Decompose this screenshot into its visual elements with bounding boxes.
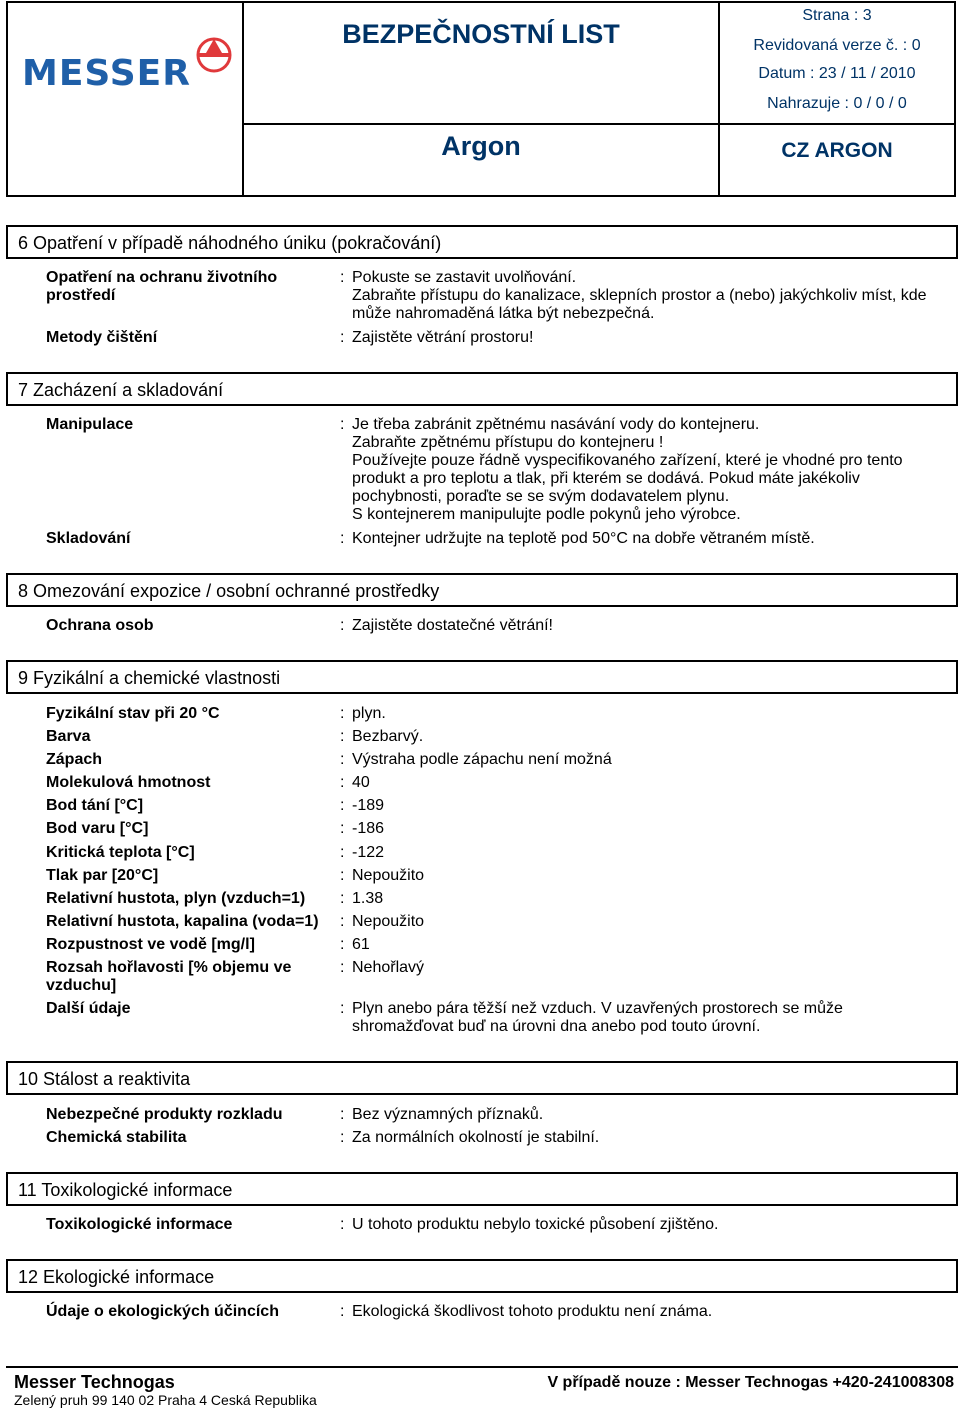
row-colon: : <box>340 797 345 814</box>
row-colon: : <box>340 705 345 722</box>
value-line: -186 <box>352 820 385 837</box>
emergency-contact: V případě nouze : Messer Technogas +420-241008308 <box>547 1374 954 1391</box>
replaces-version: Nahrazuje : 0 / 0 / 0 <box>767 95 907 112</box>
row-label: Údaje o ekologických účincích <box>46 1303 279 1320</box>
company-logo: MESSER <box>22 53 191 94</box>
row-label: Relativní hustota, kapalina (voda=1) <box>46 913 319 930</box>
value-line: Nepoužito <box>352 867 425 884</box>
value-line: shromažďovat buď na úrovni dna anebo pod touto úrovní. <box>352 1018 761 1035</box>
page-number: Strana : 3 <box>802 7 872 24</box>
value-line: U tohoto produktu nebylo toxické působení zjištěno. <box>352 1216 719 1233</box>
footer-address: Zelený pruh 99 140 02 Praha 4 Ceská Republika <box>14 1392 317 1408</box>
row-colon: : <box>340 1216 345 1233</box>
row-colon: : <box>340 1303 345 1320</box>
value-line: Pokuste se zastavit uvolňování. <box>352 269 577 286</box>
row-colon: : <box>340 1000 345 1017</box>
value-line: může nahromaděná látka být nebezpečná. <box>352 305 655 322</box>
row-label: Kritická teplota [°C] <box>46 844 195 861</box>
row-value <box>352 1303 946 1321</box>
footer-company: Messer Technogas <box>14 1372 175 1392</box>
row-label: Relativní hustota, plyn (vzduch=1) <box>46 890 306 907</box>
value-line: Nehořlavý <box>352 959 425 976</box>
section-8-header <box>6 573 958 607</box>
value-line: Zajistěte větrání prostoru! <box>352 329 534 346</box>
revision-number: Revidovaná verze č. : 0 <box>753 37 921 54</box>
row-label: Nebezpečné produkty rozkladu <box>46 1106 283 1123</box>
row-colon: : <box>340 269 345 286</box>
row-value <box>352 844 946 862</box>
row-colon: : <box>340 936 345 953</box>
product-name: Argon <box>441 131 521 161</box>
row-colon: : <box>340 959 345 976</box>
value-line: Výstraha podle zápachu není možná <box>352 751 612 768</box>
logo-cell <box>8 3 244 195</box>
title-cell <box>244 3 720 195</box>
row-value <box>352 1216 946 1234</box>
value-line: Zabraňte přístupu do kanalizace, sklepních prostor a (nebo) jakýchkoliv míst, kde <box>352 287 927 304</box>
messer-logo-mark-icon <box>194 35 234 75</box>
row-label: Další údaje <box>46 1000 131 1017</box>
value-line: 40 <box>352 774 370 791</box>
row-colon: : <box>340 1106 345 1123</box>
row-colon: : <box>340 617 345 634</box>
section-10-header <box>6 1061 958 1095</box>
meta-cell <box>720 3 954 195</box>
value-line: -189 <box>352 797 385 814</box>
section-7-header <box>6 372 958 406</box>
value-line: Zabraňte zpětnému přístupu do kontejneru ! <box>352 434 664 451</box>
row-colon: : <box>340 774 345 791</box>
value-line: 1.38 <box>352 890 384 907</box>
value-line: Za normálních okolností je stabilní. <box>352 1129 600 1146</box>
section-title: 10 Stálost a reaktivita <box>18 1069 191 1089</box>
row-value <box>352 1106 946 1124</box>
row-label: Tlak par [20°C] <box>46 867 159 884</box>
value-line: produkt a pro teplotu a tlak, při kterém se dodává. Pokud máte jakékoliv <box>352 470 860 487</box>
row-label: Metody čištění <box>46 329 158 346</box>
row-colon: : <box>340 416 345 433</box>
section-title: 7 Zacházení a skladování <box>18 380 224 400</box>
section-title: 11 Toxikologické informace <box>18 1180 233 1200</box>
row-value <box>352 416 946 524</box>
row-colon: : <box>340 530 345 547</box>
section-9-header <box>6 660 958 694</box>
row-label: Toxikologické informace <box>46 1216 233 1233</box>
row-label: Ochrana osob <box>46 617 154 634</box>
row-label: Fyzikální stav při 20 °C <box>46 705 220 722</box>
row-value <box>352 705 946 723</box>
section-title: 9 Fyzikální a chemické vlastnosti <box>18 668 281 688</box>
row-colon: : <box>340 1129 345 1146</box>
value-line: Plyn anebo pára těžší než vzduch. V uzavřených prostorech se může <box>352 1000 843 1017</box>
row-value <box>352 530 946 548</box>
row-label: Zápach <box>46 751 103 768</box>
section-12-header <box>6 1259 958 1293</box>
title-top <box>244 3 718 125</box>
row-value <box>352 728 946 746</box>
row-label: Barva <box>46 728 91 745</box>
revision-date: Datum : 23 / 11 / 2010 <box>758 65 916 82</box>
value-line: Kontejner udržujte na teplotě pod 50°C na dobře větraném místě. <box>352 530 815 547</box>
row-value <box>352 797 946 815</box>
value-line: Ekologická škodlivost tohoto produktu není známa. <box>352 1303 713 1320</box>
value-line: Nepoužito <box>352 913 425 930</box>
value-line: 61 <box>352 936 370 953</box>
document-title: BEZPEČNOSTNÍ LIST <box>342 19 620 49</box>
document-header <box>6 1 956 197</box>
row-value <box>352 890 946 908</box>
row-colon: : <box>340 751 345 768</box>
row-label: Manipulace <box>46 416 134 433</box>
row-label: Opatření na ochranu životního prostředí <box>46 269 278 304</box>
row-value <box>352 1129 946 1147</box>
section-6-header <box>6 225 958 259</box>
row-value <box>352 913 946 931</box>
row-label: Chemická stabilita <box>46 1129 187 1146</box>
value-line: Používejte pouze řádně vyspecifikovaného zařízení, které je vhodné pro tento <box>352 452 903 469</box>
footer-divider <box>6 1366 958 1368</box>
row-value <box>352 269 946 323</box>
value-line: Je třeba zabránit zpětnému nasávání vody do kontejneru. <box>352 416 760 433</box>
section-title: 12 Ekologické informace <box>18 1267 215 1287</box>
product-code: CZ ARGON <box>781 139 893 162</box>
row-colon: : <box>340 329 345 346</box>
value-line: plyn. <box>352 705 386 722</box>
meta-top <box>720 3 954 125</box>
row-value <box>352 751 946 769</box>
row-value <box>352 329 946 347</box>
row-colon: : <box>340 913 345 930</box>
section-11-header <box>6 1172 958 1206</box>
section-title: 8 Omezování expozice / osobní ochranné prostředky <box>18 581 440 601</box>
row-colon: : <box>340 890 345 907</box>
value-line: -122 <box>352 844 385 861</box>
row-label: Rozsah hořlavosti [% objemu ve vzduchu] <box>46 959 292 994</box>
value-line: pochybnosti, poraďte se se svým dodavatelem plynu. <box>352 488 730 505</box>
row-label: Rozpustnost ve vodě [mg/l] <box>46 936 255 953</box>
row-value <box>352 959 946 977</box>
row-label: Molekulová hmotnost <box>46 774 211 791</box>
row-colon: : <box>340 820 345 837</box>
row-label: Bod varu [°C] <box>46 820 149 837</box>
row-colon: : <box>340 728 345 745</box>
row-colon: : <box>340 867 345 884</box>
row-value <box>352 617 946 635</box>
value-line: Zajistěte dostatečné větrání! <box>352 617 553 634</box>
row-value <box>352 936 946 954</box>
row-colon: : <box>340 844 345 861</box>
row-value <box>352 1000 946 1036</box>
row-value <box>352 867 946 885</box>
value-line: S kontejnerem manipulujte podle pokynů jeho výrobce. <box>352 506 741 523</box>
row-label: Skladování <box>46 530 131 547</box>
section-title: 6 Opatření v případě náhodného úniku (pokračování) <box>18 233 442 253</box>
value-line: Bez významných příznaků. <box>352 1106 544 1123</box>
row-label: Bod tání [°C] <box>46 797 144 814</box>
row-value <box>352 774 946 792</box>
row-value <box>352 820 946 838</box>
value-line: Bezbarvý. <box>352 728 424 745</box>
